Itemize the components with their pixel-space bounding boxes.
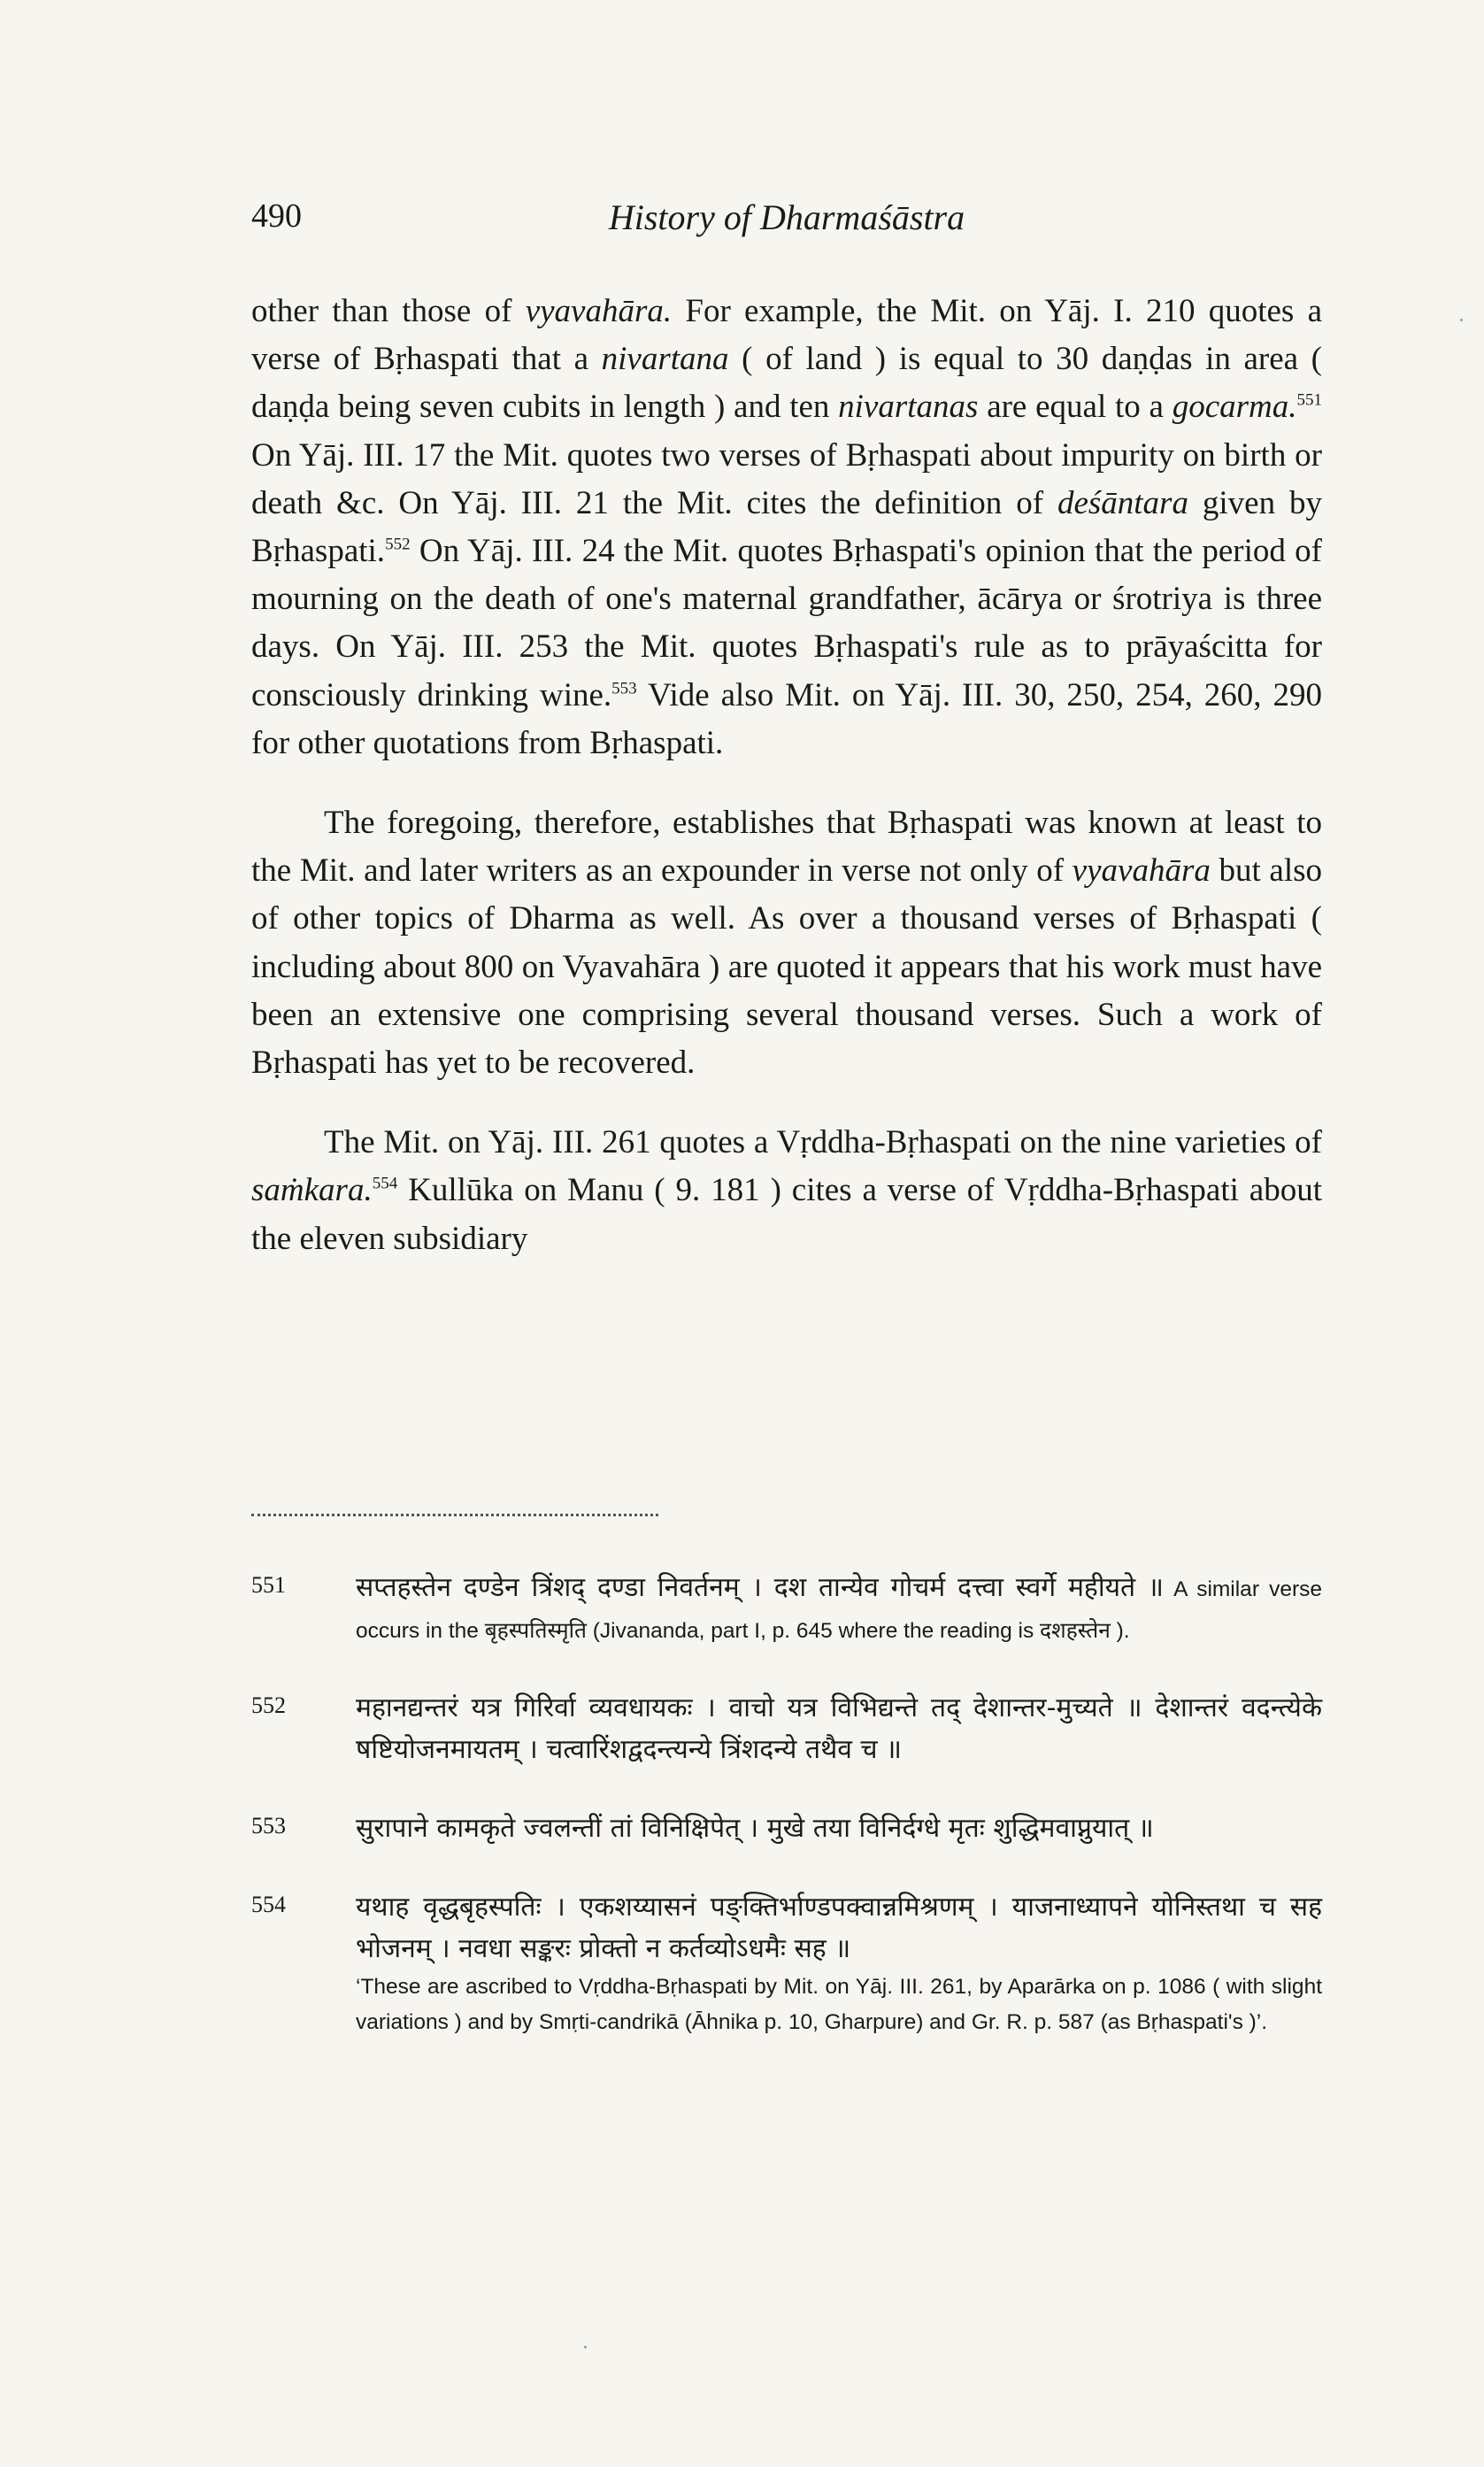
footnote-number: 552 [251,1692,286,1718]
scan-speck [584,2346,587,2348]
footnote-note: ‘These are ascribed to Vṛddha-Bṛhaspati by Mit. on Yāj. III. 261, by Aparārka on p. 1086 ( with slight variations ) and by Smṛti-candrikā (Āhnika p. 10, Gharpure) and Gr. R. p. 587 (as Bṛhaspati's )’. [356,1975,1322,2034]
page-number: 490 [251,197,302,235]
footnote-554 [251,1886,1322,2040]
running-title: History of Dharmaśāstra [608,197,965,237]
footnote-sanskrit: सुरापाने कामकृते ज्वलन्तीं तां विनिक्षिपेत् । मुखे तया विनिर्दग्धे मृतः शुद्धिमवाप्नुयात् ॥ [356,1813,1154,1844]
footnote-551 [251,1567,1322,1650]
footnote-number: 553 [251,1813,286,1839]
paragraph-3: The Mit. on Yāj. III. 261 quotes a Vṛddha-Bṛhaspati on the nine varieties of saṁkara.$^{554}$ Kullūka on Manu ( 9. 181 ) cites a verse of Vṛddha-Bṛhaspati about the eleven subsidiary [251,1124,1322,1257]
page-header [251,197,1322,250]
footnote-number: 551 [251,1572,286,1598]
footnote-sanskrit: महानद्यन्तरं यत्र गिरिर्वा व्यवधायकः । वाचो यत्र विभिद्यन्ते तद् देशान्तर-मुच्यते ॥ देशान्तरं वदन्त्येके षष्टियोजनमायतम् । चत्वारिंशद्वदन्त्यन्ये त्रिंशदन्ये तथैव च ॥ [356,1692,1322,1765]
footnote-ref-553: 553 [611,679,637,698]
footnote-note: A similar verse occurs in the बृहस्पतिस्मृति (Jivananda, part I, p. 645 where the reading is दशहस्तेन ). [356,1577,1323,1643]
main-text [251,288,1322,1263]
paragraph-2: The foregoing, therefore, establishes that Bṛhaspati was known at least to the Mit. and later writers as an expounder in verse not only of vyavahāra but also of other topics of Dharma as well. As over a thousand verses of Bṛhaspati ( including about 800 on Vyavahāra ) are quoted it appears that his work must have been an extensive one comprising several thousand verses. Such a work of Bṛhaspati has yet to be recovered. [251,805,1322,1082]
footnote-separator [251,1514,658,1516]
scan-speck [1460,319,1463,321]
footnote-ref-552: 552 [385,535,411,554]
footnote-sanskrit: सप्तहस्तेन दण्डेन त्रिंशद् दण्डा निवर्तनम् । दश तान्येव गोचर्म दत्त्वा स्वर्गे महीयते ॥ [356,1572,1164,1603]
footnote-ref-551: 551 [1296,391,1322,411]
footnote-number: 554 [251,1892,286,1917]
footnotes [251,1567,1322,2078]
footnote-ref-554: 554 [372,1175,398,1194]
footnote-552 [251,1687,1322,1770]
footnote-553 [251,1808,1322,1849]
paragraph-1: other than those of vyavahāra. For example, the Mit. on Yāj. I. 210 quotes a verse of Bṛhaspati that a nivartana ( of land ) is equal to 30 daṇḍas in area ( daṇḍa being seven cubits in length ) and ten nivartanas are equal to a gocarma.$^{551}$ On Yāj. III. 17 the Mit. quotes two verses of Bṛhaspati about impurity on birth or death &c. On Yāj. III. 21 the Mit. cites the definition of deśāntara given by Bṛhaspati.$^{552}$ On Yāj. III. 24 the Mit. quotes Bṛhaspati's opinion that the period of mourning on the death of one's maternal grandfather, ācārya or śrotriya is three days. On Yāj. III. 253 the Mit. quotes Bṛhaspati's rule as to prāyaścitta for consciously drinking wine.$^{553}$ Vide also Mit. on Yāj. III. 30, 250, 254, 260, 290 for other quotations from Bṛhaspati. [251,293,1323,761]
footnote-sanskrit: यथाह वृद्धबृहस्पतिः । एकशय्यासनं पङ्क्तिर्भाण्डपक्वान्नमिश्रणम् । याजनाध्यापने योनिस्तथा च सह भोजनम् । नवधा सङ्करः प्रोक्तो न कर्तव्योऽधमैः सह ॥ [356,1892,1322,1964]
